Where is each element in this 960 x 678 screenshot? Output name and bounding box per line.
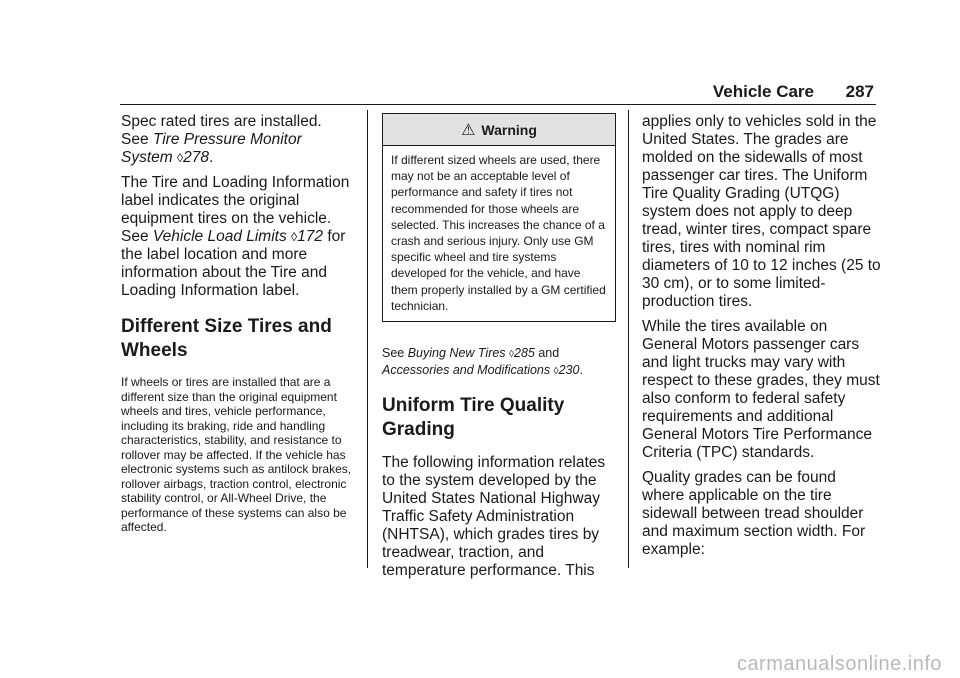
paragraph-tire-pressure: Spec rated tires are installed. See Tire Pressure Monitor System ◊278. (121, 113, 322, 166)
page-ref-arrow-icon: ◊ (553, 365, 559, 377)
paragraph-quality-grades: Quality grades can be found where applicable on the tire sidewall between tread shoulder and maximum section width. For example: (642, 469, 866, 558)
page-ref-arrow-icon: ◊ (177, 151, 184, 165)
page-ref-arrow-icon: ◊ (509, 349, 514, 361)
paragraph-loading-label: The Tire and Loading Information label indicates the original equipment tires on the vehicle. See Vehicle Load Limits ◊172 for the label location and more information about the Tire and Loading Information label. (121, 174, 350, 299)
column-1 (121, 113, 353, 535)
section-title: Vehicle Care (712, 82, 814, 101)
heading-different-size: Different Size Tires and Wheels (121, 316, 332, 361)
warning-icon: ⚠ (461, 121, 476, 139)
ref-buying-new-tires[interactable]: Buying New Tires (407, 346, 506, 361)
ref-page-285[interactable]: 285 (514, 346, 535, 361)
paragraph-see-refs: See Buying New Tires ◊285 and Accessories and Modifications ◊230. (382, 346, 583, 377)
warning-title: Warning (481, 121, 537, 138)
paragraph-utqg-scope: applies only to vehicles sold in the United States. The grades are molded on the sidewalls of most passenger car tires. The Uniform Tire Quality Grading (UTQG) system does not apply to deep tread, winter tires, compact spare tires, tires with nominal rim diameters of 10 to 12 inches (25 to 30 cm), or to some limited-production tires. (642, 113, 881, 310)
column-3 (642, 113, 882, 559)
column-divider-2 (628, 110, 629, 568)
warning-box (382, 113, 616, 322)
paragraph-different-size: If wheels or tires are installed that are a different size than the original equipment wheels and tires, vehicle performance, including its braking, ride and handling characteristics, stability, and resistance to rollover may be affected. If the vehicle has electronic systems such as antilock brakes, rollover airbags, traction control, electronic stability control, or All-Wheel Drive, the performance of these systems can also be affected. (121, 375, 352, 534)
ref-accessories-modifications[interactable]: Accessories and Modifications (382, 362, 551, 377)
page-header (120, 82, 876, 105)
paragraph-gm-tires: While the tires available on General Motors passenger cars and light trucks may vary with respect to these grades, they must also conform to federal safety requirements and additional General Motors Tire Performance Criteria (TPC) standards. (642, 318, 880, 461)
page-ref-arrow-icon: ◊ (291, 230, 298, 244)
ref-tire-pressure-monitor[interactable]: Tire Pressure Monitor System (121, 131, 302, 166)
paragraph-utqg-intro: The following information relates to the system developed by the United States National Highway Traffic Safety Administration (NHTSA), which grades tires by treadwear, traction, and temperature performance. This (382, 454, 606, 580)
page-number: 287 (845, 82, 874, 101)
heading-utqg: Uniform Tire Quality Grading (382, 395, 565, 441)
column-divider-1 (367, 110, 368, 568)
ref-page-230[interactable]: 230 (558, 362, 580, 377)
column-2 (382, 113, 616, 580)
warning-header (383, 114, 615, 146)
ref-page-172[interactable]: 172 (297, 228, 324, 245)
ref-vehicle-load-limits[interactable]: Vehicle Load Limits (152, 228, 287, 245)
ref-page-278[interactable]: 278 (183, 149, 209, 166)
watermark: carmanualsonline.info (736, 653, 942, 675)
warning-text: If different sized wheels are used, there may not be an acceptable level of performance and safety if tires not recommended for those wheels are selected. This increases the chance of a crash and serious injury. Only use GM specific wheel and tire systems developed for the vehicle, and have them properly installed by a GM certified technician. (391, 153, 606, 313)
